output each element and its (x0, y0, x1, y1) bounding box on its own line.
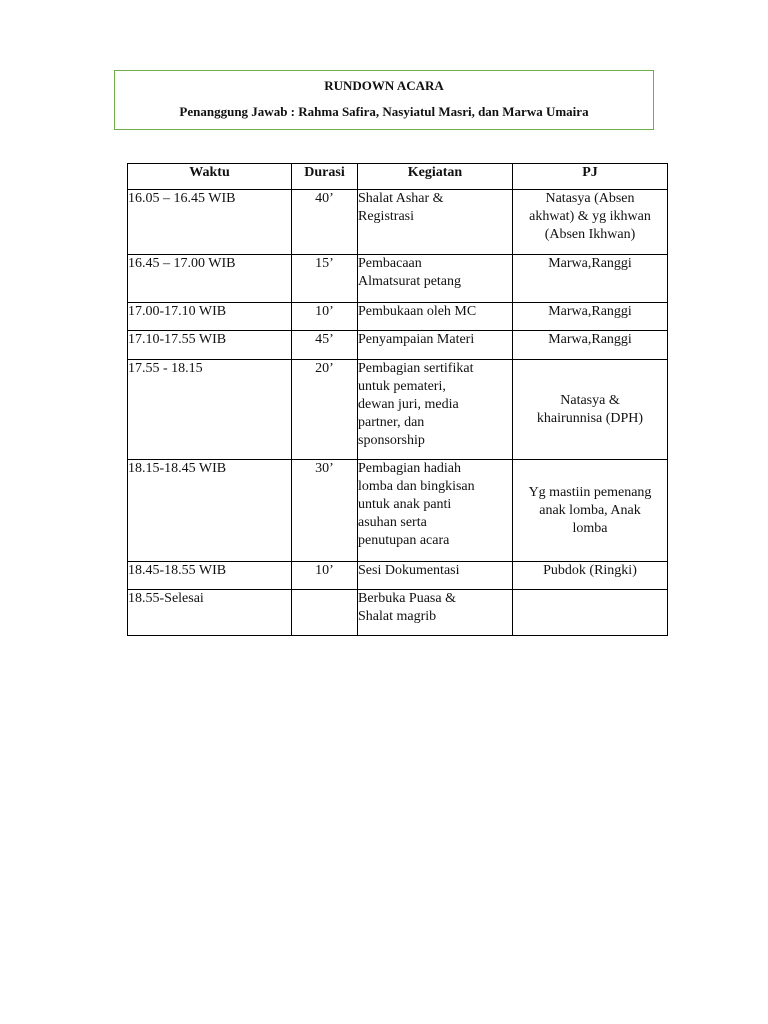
cell-waktu: 17.55 - 18.15 (128, 360, 292, 460)
table-header-row (128, 164, 668, 190)
cell-kegiatan: Sesi Dokumentasi (358, 562, 513, 590)
cell-pj (513, 590, 668, 636)
cell-kegiatan: Shalat Ashar & Registrasi (358, 190, 513, 255)
cell-durasi: 10’ (292, 303, 358, 331)
cell-durasi: 45’ (292, 331, 358, 360)
column-header-durasi: Durasi (292, 164, 358, 190)
cell-waktu: 18.55-Selesai (128, 590, 292, 636)
header-box (114, 70, 654, 130)
cell-durasi: 10’ (292, 562, 358, 590)
cell-waktu: 17.10-17.55 WIB (128, 331, 292, 360)
cell-pj: Pubdok (Ringki) (513, 562, 668, 590)
cell-durasi: 30’ (292, 460, 358, 562)
column-header-kegiatan: Kegiatan (358, 164, 513, 190)
table-row (128, 562, 668, 590)
cell-kegiatan: Pembacaan Almatsurat petang (358, 255, 513, 303)
table-row (128, 590, 668, 636)
table-row (128, 460, 668, 562)
cell-kegiatan: Pembukaan oleh MC (358, 303, 513, 331)
cell-pj: Marwa,Ranggi (513, 303, 668, 331)
table-row (128, 360, 668, 460)
table-row (128, 190, 668, 255)
column-header-waktu: Waktu (128, 164, 292, 190)
cell-durasi: 40’ (292, 190, 358, 255)
column-header-pj: PJ (513, 164, 668, 190)
table-row (128, 331, 668, 360)
rundown-table (127, 163, 668, 636)
cell-kegiatan: Pembagian sertifikat untuk pemateri, dewan juri, media partner, dan sponsorship (358, 360, 513, 460)
person-in-charge-line: Penanggung Jawab : Rahma Safira, Nasyiatul Masri, dan Marwa Umaira (179, 104, 589, 119)
cell-pj: Natasya & khairunnisa (DPH) (513, 360, 668, 460)
cell-pj: Marwa,Ranggi (513, 331, 668, 360)
cell-pj: Marwa,Ranggi (513, 255, 668, 303)
cell-waktu: 17.00-17.10 WIB (128, 303, 292, 331)
cell-pj: Natasya (Absen akhwat) & yg ikhwan (Absen Ikhwan) (513, 190, 668, 255)
cell-waktu: 18.15-18.45 WIB (128, 460, 292, 562)
cell-durasi (292, 590, 358, 636)
cell-waktu: 16.45 – 17.00 WIB (128, 255, 292, 303)
cell-kegiatan: Penyampaian Materi (358, 331, 513, 360)
cell-durasi: 15’ (292, 255, 358, 303)
cell-durasi: 20’ (292, 360, 358, 460)
cell-kegiatan: Pembagian hadiah lomba dan bingkisan untuk anak panti asuhan serta penutupan acara (358, 460, 513, 562)
table-row (128, 303, 668, 331)
cell-waktu: 16.05 – 16.45 WIB (128, 190, 292, 255)
cell-pj: Yg mastiin pemenang anak lomba, Anak lomba (513, 460, 668, 562)
table-row (128, 255, 668, 303)
cell-waktu: 18.45-18.55 WIB (128, 562, 292, 590)
document-title: RUNDOWN ACARA (324, 78, 444, 93)
cell-kegiatan: Berbuka Puasa & Shalat magrib (358, 590, 513, 636)
